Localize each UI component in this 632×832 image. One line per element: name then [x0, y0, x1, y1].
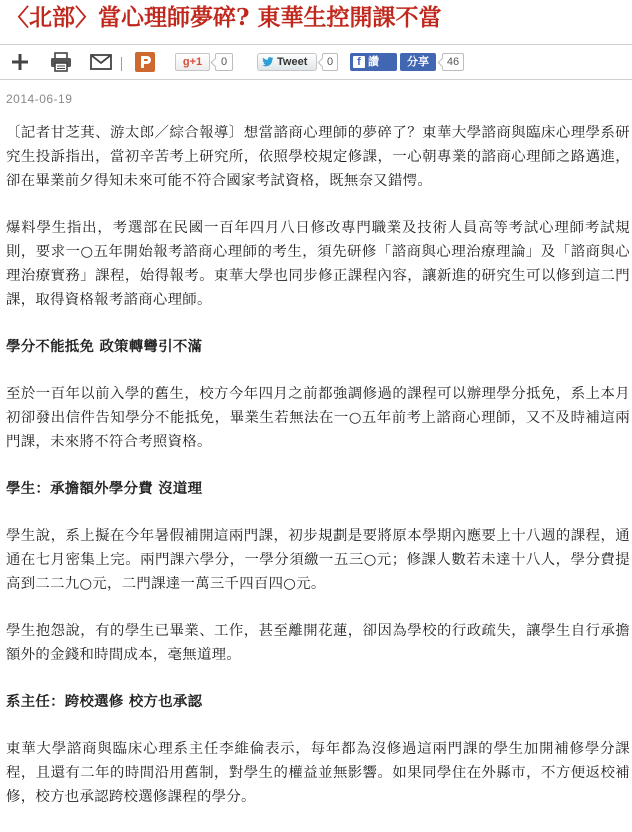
article-headline: 〈北部〉當心理師夢碎? 東華生控開課不當	[6, 4, 442, 31]
facebook-count: 46	[442, 53, 464, 71]
email-button[interactable]	[88, 45, 114, 79]
toolbar-divider	[121, 57, 122, 71]
article-subheading: 學分不能抵免 政策轉彎引不滿	[6, 339, 203, 355]
tweet-button[interactable]	[257, 53, 317, 71]
article-subheading: 學生：承擔額外學分費 沒道理	[6, 481, 203, 497]
print-icon	[50, 52, 72, 72]
article-paragraph: 至於一百年以前入學的舊生，校方今年四月之前都強調修過的課程可以辦理學分抵免，系上本月初卻發出信件告知學分不能抵免，畢業生若無法在一○五年前考上諮商心理師，又不及時補這兩門課，未來將不符合考照資格。	[6, 386, 630, 450]
twitter-bird-icon	[262, 57, 274, 67]
add-button[interactable]	[8, 45, 32, 79]
article-subheading: 系主任：跨校選修 校方也承認	[6, 694, 203, 710]
plus-icon	[11, 53, 29, 71]
facebook-like-button[interactable]	[350, 53, 397, 71]
article-paragraph: 〔記者甘芝萁、游太郎／綜合報導〕想當諮商心理師的夢碎了？東華大學諮商與臨床心理學系研究生投訴指出，當初辛苦考上研究所，依照學校規定修課，一心朝專業的諮商心理師之路邁進，卻在畢業前夕得知未來可能不符合國家考試資格，既無奈又錯愕。	[6, 125, 630, 189]
facebook-like-label: 讚	[368, 55, 379, 68]
facebook-icon: f	[353, 56, 365, 68]
tweet-count: 0	[322, 53, 338, 71]
facebook-share-button[interactable]: 分享	[400, 53, 436, 71]
article-paragraph: 東華大學諮商與臨床心理系主任李維倫表示，每年都為沒修過這兩門課的學生加開補修學分課程，且還有二年的時間沿用舊制，對學生的權益並無影響。如果同學住在外縣市，不方便返校補修，校方也承認跨校選修課程的學分。	[6, 741, 630, 805]
article-paragraph: 學生抱怨說，有的學生已畢業、工作，甚至離開花蓮，卻因為學校的行政疏失，讓學生自行承擔額外的金錢和時間成本，毫無道理。	[6, 623, 630, 663]
google-plus-count: 0	[215, 53, 233, 71]
plurk-icon	[135, 52, 155, 72]
tweet-label: Tweet	[277, 56, 308, 68]
mail-icon	[90, 54, 112, 70]
google-plus-button[interactable]: g+1	[175, 53, 210, 71]
share-toolbar	[0, 44, 632, 80]
plurk-button[interactable]	[133, 45, 157, 79]
publish-date: 2014-06-19	[6, 92, 73, 106]
article-paragraph: 學生說，系上擬在今年暑假補開這兩門課，初步規劃是要將原本學期內應要上十八週的課程，通通在七月密集上完。兩門課六學分，一學分須繳一五三○元；修課人數若未達十八人，學分費提高到二二九○元，二門課達一萬三千四百四○元。	[6, 528, 630, 592]
article-body	[6, 121, 630, 832]
article-paragraph: 爆料學生指出，考選部在民國一百年四月八日修改專門職業及技術人員高等考試心理師考試規則，要求一○五年開始報考諮商心理師的考生，須先研修「諮商與心理治療理論」及「諮商與心理治療實務」課程，始得報考。東華大學也同步修正課程內容，讓新進的研究生可以修到這二門課，取得資格報考諮商心理師。	[6, 220, 630, 308]
print-button[interactable]	[48, 45, 74, 79]
